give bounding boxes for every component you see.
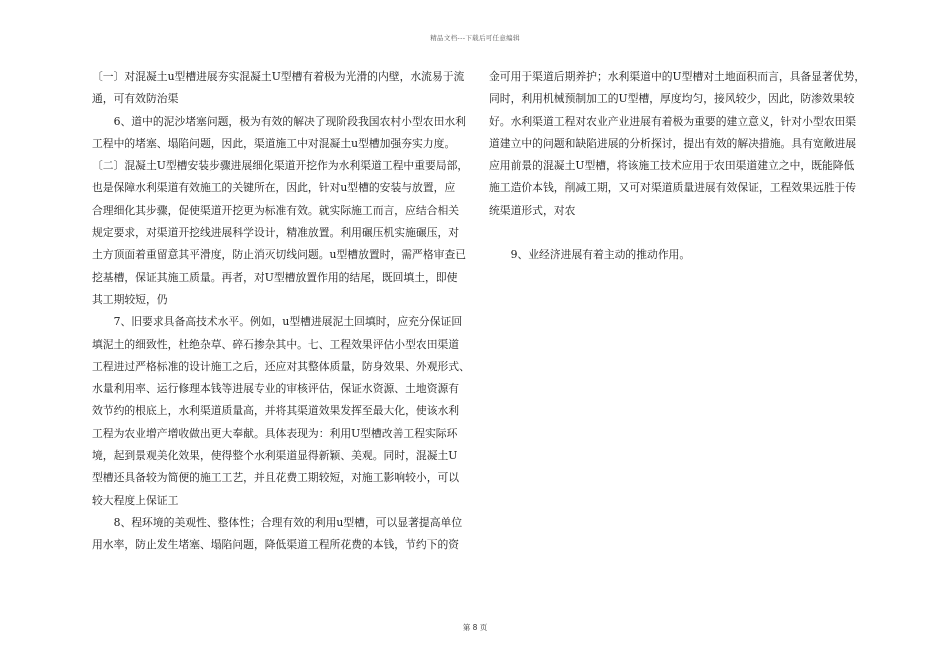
text-line: 其工期较短，仍 bbox=[92, 292, 168, 306]
text-line: 挖基槽，保证其施工质量。再者，对U型槽放置作用的结尾，既回填土，即使 bbox=[92, 270, 458, 284]
left-text-column bbox=[92, 66, 470, 557]
text-line: 工程中的堵塞、塌陷问题，因此，渠道施工中对混凝土u型槽加强夯实力度。 bbox=[92, 136, 456, 150]
text-line: 好。水利渠道工程对农业产业进展有着极为重要的建立意义，针对小型农田渠 bbox=[489, 114, 857, 128]
text-line: 6、道中的泥沙堵塞问题，极为有效的解决了现阶段我国农村小型农田水利 bbox=[92, 114, 466, 128]
text-line: 8、程环境的美观性、整体性；合理有效的利用u型槽，可以显著提高单位 bbox=[92, 515, 463, 529]
text-line: 效节约的根底上，水利渠道质量高，并将其渠道效果发挥至最大化，使该水利 bbox=[92, 404, 460, 418]
text-line: 通，可有效防治渠 bbox=[92, 92, 179, 106]
blank-line bbox=[489, 222, 860, 244]
text-line: 7、旧要求具备高技术水平。例如，u型槽进展泥土回填时，应充分保证回 bbox=[92, 315, 463, 329]
text-line: 应用前景的混凝土U型槽，将该施工技术应用于农田渠道建立之中，既能降低 bbox=[489, 159, 855, 173]
text-line: 金可用于渠道后期养护；水利渠道中的U型槽对土地面积而言，具备显著优势， bbox=[489, 70, 866, 83]
text-line: 工程进过严格标准的设计施工之后，还应对其整体质量，防身效果、外观形式、 bbox=[92, 359, 470, 373]
text-line: 合理细化其步骤，促使渠道开挖更为标准有效。就实际施工而言，应结合相关 bbox=[92, 203, 460, 217]
text-line: 〔二〕混凝土U型槽安装步骤进展细化渠道开挖作为水利渠道工程中重要局部， bbox=[92, 159, 469, 173]
page-number: 第 8 页 bbox=[462, 623, 488, 632]
text-line: 境，起到景观美化效果，使得整个水利渠道显得新颖、美观。同时，混凝土U bbox=[92, 449, 458, 463]
text-line: 道建立中的问题和缺陷进展的分析探讨，提出有效的解决措施。具有宽敞进展 bbox=[489, 136, 857, 150]
text-line: 土方顶面着重留意其平滑度，防止消灭切线问题。u型槽放置时，需严格审查已 bbox=[92, 248, 467, 262]
text-line: 较大程度上保证工 bbox=[92, 493, 179, 507]
text-line: 统渠道形式，对农 bbox=[489, 203, 576, 217]
text-line: 型槽还具备较为简便的施工工艺，并且花费工期较短，对施工影响较小，可以 bbox=[92, 471, 460, 485]
text-line: 也是保障水利渠道有效施工的关键所在，因此，针对u型槽的安装与放置，应 bbox=[92, 181, 456, 195]
text-line: 9、业经济进展有着主动的推动作用。 bbox=[489, 248, 691, 262]
text-line: 工程为农业增产增收做出更大奉献。具体表现为：利用U型槽改善工程实际环 bbox=[92, 426, 458, 440]
page-header: 精品文档---下载后可任意编辑 bbox=[430, 34, 520, 42]
text-line: 用水率，防止发生堵塞、塌陷问题，降低渠道工程所花费的本钱，节约下的资 bbox=[92, 538, 460, 552]
text-line: 〔一〕对混凝土u型槽进展夯实混凝土U型槽有着极为光滑的内壁，水流易于流 bbox=[92, 70, 465, 83]
text-line: 同时，利用机械预制加工的U型槽，厚度均匀，接风较少，因此，防渗效果较 bbox=[489, 92, 855, 106]
text-line: 规定要求，对渠道开挖线进展科学设计，精准放置。利用碾压机实施碾压，对 bbox=[92, 226, 460, 240]
text-line: 水量利用率、运行修理本钱等进展专业的审核评估，保证水资源、土地资源有 bbox=[92, 382, 460, 396]
text-line: 施工造价本钱，削减工期，又可对渠道质量进展有效保证，工程效果远胜于传 bbox=[489, 181, 857, 195]
right-text-column bbox=[489, 66, 866, 267]
text-line: 填泥土的细致性，杜绝杂草、碎石掺杂其中。七、工程效果评估小型农田渠道 bbox=[92, 337, 460, 351]
